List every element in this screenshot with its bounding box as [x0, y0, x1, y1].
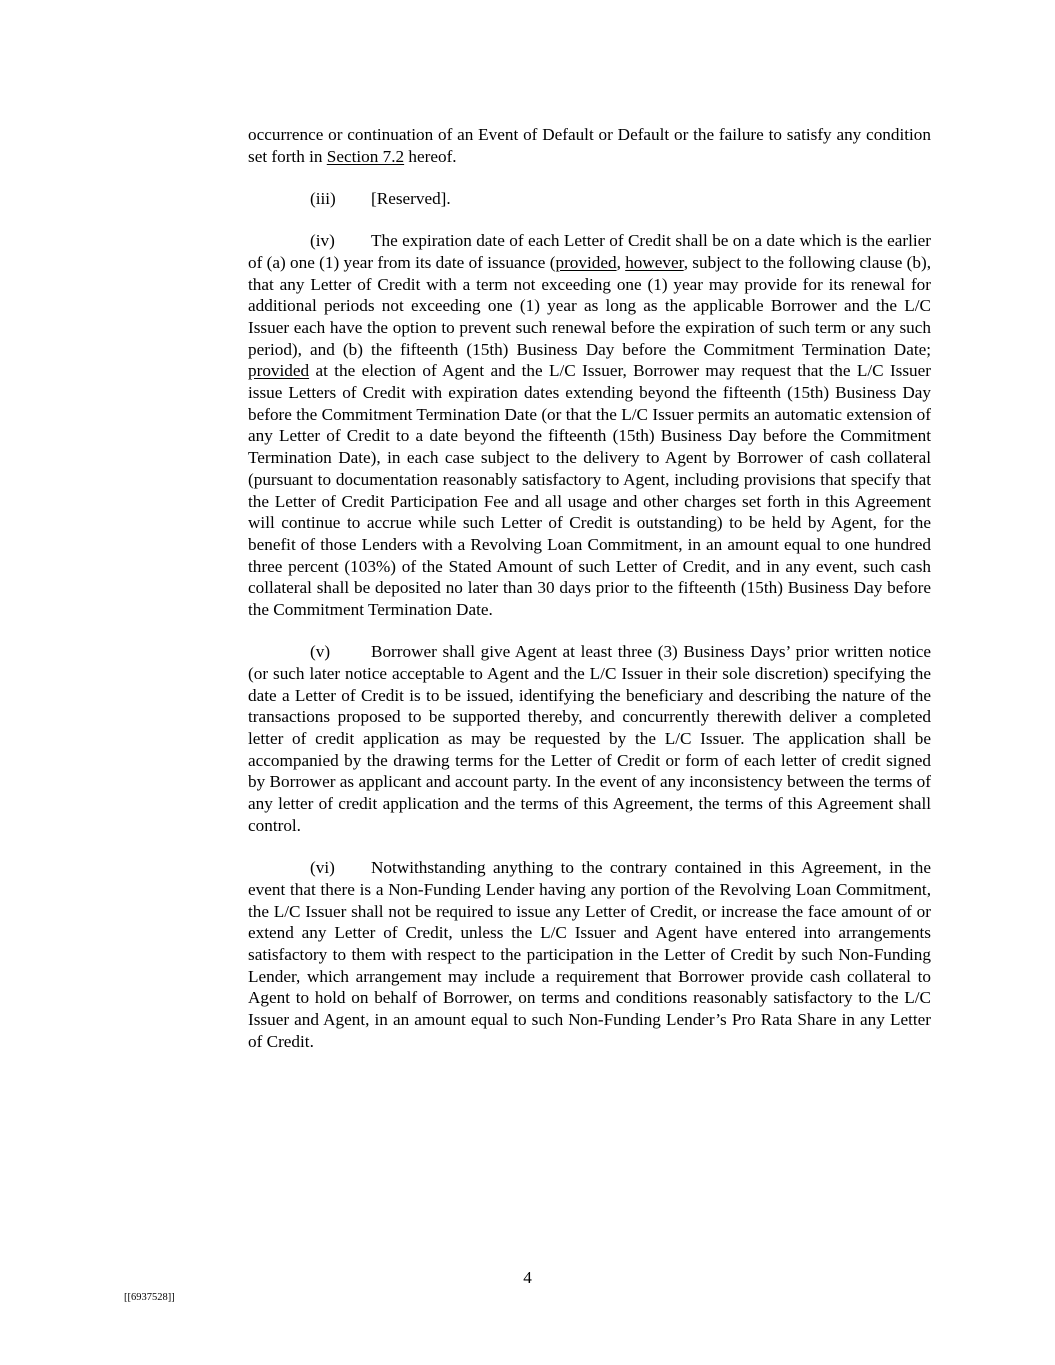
continuation-text-a: occurrence or continuation of an Event of Default or Default or the failure to satisfy any condition set forth in — [248, 125, 931, 166]
paragraph-vi-number: (vi) — [310, 858, 335, 878]
paragraph-iii-number: (iii) — [310, 188, 336, 208]
paragraph-iv-text-a: The expiration date of each Letter of Credit shall be on a date which is the earlier of (a) one (1) year from its date of issuance ( — [248, 231, 931, 272]
paragraph-iv-text-c: at the election of Agent and the L/C Issuer, Borrower may request that the L/C Issuer issue Letters of Credit with expiration dates extending beyond the fifteenth (15th) Business Day before the Commitment Termination Date (or that the L/C Issuer permits an automatic extension of any Letter of Credit to a date beyond the fifteenth (15th) Business Day before the Commitment Termination Date), in each case subject to the delivery to Agent by Borrower of cash collateral (pursuant to documentation reasonably satisfactory to Agent, including provisions that specify that the Letter of Credit Participation Fee and all usage and other charges set forth in this Agreement will continue to accrue while such Letter of Credit is outstanding) to be held by Agent, for the benefit of those Lenders with a Revolving Loan Commitment, in an amount equal to one hundred three percent (103%) of the Stated Amount of such Letter of Credit, and in any event, such cash collateral shall be deposited no later than 30 days prior to the fifteenth (15th) Business Day before the Commitment Termination Date. — [248, 361, 931, 620]
however-underlined: however — [625, 252, 684, 272]
paragraph-iii-text: [Reserved]. — [371, 188, 451, 208]
paragraph-v — [248, 641, 931, 836]
page-number: 4 — [523, 1268, 532, 1287]
paragraph-iv-text-b: , subject to the following clause (b), that any Letter of Credit with a term not exceeding one (1) year may provide for its renewal for additional periods not exceeding one (1) year as long as the applicable Borrower and the L/C Issuer each have the option to prevent such renewal before the expiration of such term or any such period), and (b) the fifteenth (15th) Business Day before the Commitment Termination Date; — [248, 252, 932, 359]
paragraph-iv — [248, 230, 931, 621]
paragraph-vi — [248, 857, 931, 1052]
provided-underlined: provided — [555, 252, 617, 272]
continuation-text-b: hereof. — [404, 146, 457, 166]
paragraph-vi-text: Notwithstanding anything to the contrary contained in this Agreement, in the event that there is a Non-Funding Lender having any portion of the Revolving Loan Commitment, the L/C Issuer shall not be required to issue any Letter of Credit, or increase the face amount of or extend any Letter of Credit, unless the L/C Issuer and Agent have entered into arrangements satisfactory to them with respect to the participation in the Letter of Credit by such Non-Funding Lender, which arrangement may include a requirement that Borrower provide cash collateral to Agent to hold on behalf of Borrower, on terms and conditions reasonably satisfactory to the L/C Issuer and Agent, in an amount equal to such Non-Funding Lender’s Pro Rata Share in any Letter of Credit. — [248, 858, 931, 1051]
paragraph-v-number: (v) — [310, 642, 331, 662]
paragraph-iii — [248, 188, 931, 210]
section-reference: Section 7.2 — [326, 146, 405, 166]
provided-underlined-2: provided — [248, 361, 310, 381]
paragraph-continuation — [248, 124, 931, 167]
comma-separator: , — [616, 252, 626, 272]
document-body — [248, 124, 931, 1073]
paragraph-v-text: Borrower shall give Agent at least three (3) Business Days’ prior written notice (or such later notice acceptable to Agent and the L/C Issuer in their sole discretion) specifying the date a Letter of Credit is to be issued, identifying the beneficiary and describing the nature of the transactions proposed to be supported thereby, and concurrently therewith deliver a completed letter of credit application as may be requested by the L/C Issuer. The application shall be accompanied by the drawing terms for the Letter of Credit or form of each letter of credit signed by Borrower as applicant and account party. In the event of any inconsistency between the terms of any letter of credit application and the terms of this Agreement, the terms of this Agreement shall control. — [248, 642, 931, 835]
document-id: [[6937528]] — [124, 1292, 175, 1303]
paragraph-iv-number: (iv) — [310, 231, 335, 251]
